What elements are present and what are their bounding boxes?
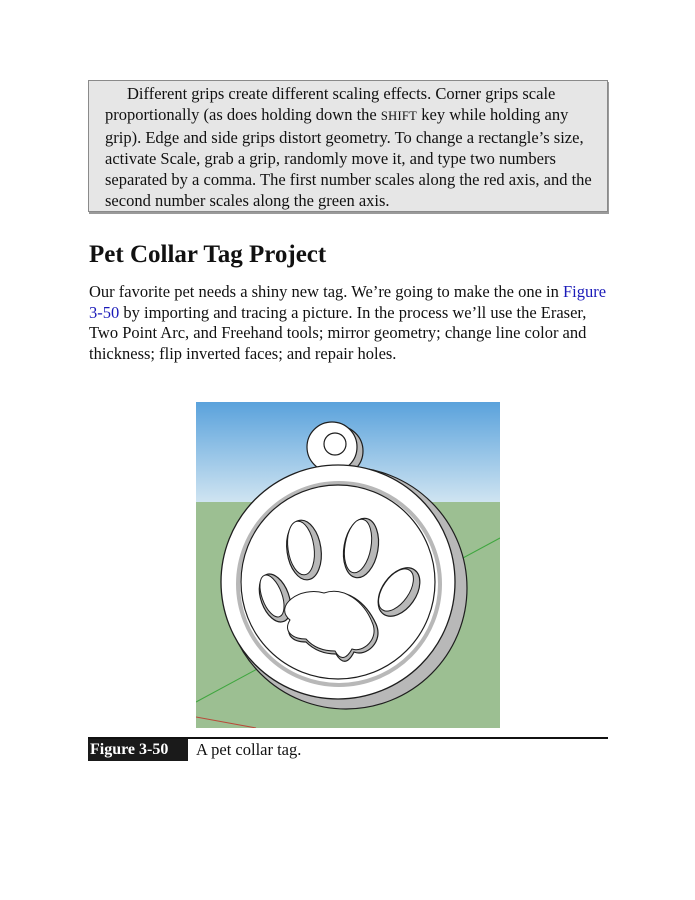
figure-link[interactable]: Figure 3-50: [89, 282, 607, 322]
note-text-start: Different grips create different scaling effects. Corner grips scale proportionally (as does holding down the: [105, 84, 556, 124]
note-text: [105, 83, 593, 211]
section-title: Pet Collar Tag Project: [89, 241, 327, 268]
figure-image: [196, 402, 500, 728]
tag-loop-hole: [324, 433, 346, 455]
figure-label: Figure 3-50: [88, 739, 188, 761]
note-text-end: key while holding any grip). Edge and side grips distort geometry. To change a rectangle’s size, activate Scale, grab a grip, randomly move it, and type two numbers separated by a comma. The first number scales along the red axis, and the second number scales along the green axis.: [105, 105, 592, 210]
body-paragraph: [89, 282, 609, 364]
note-box: [88, 80, 608, 212]
pet-tag-illustration: [196, 402, 500, 728]
body-text-end: by importing and tracing a picture. In the process we’ll use the Eraser, Two Point Arc, and Freehand tools; mirror geometry; change line color and thickness; flip inverted faces; and repair holes.: [89, 302, 587, 363]
figure-caption: A pet collar tag.: [196, 740, 302, 759]
shift-key-label: SHIFT: [380, 109, 418, 123]
body-text-start: Our favorite pet needs a shiny new tag. We’re going to make the one in: [89, 282, 563, 301]
